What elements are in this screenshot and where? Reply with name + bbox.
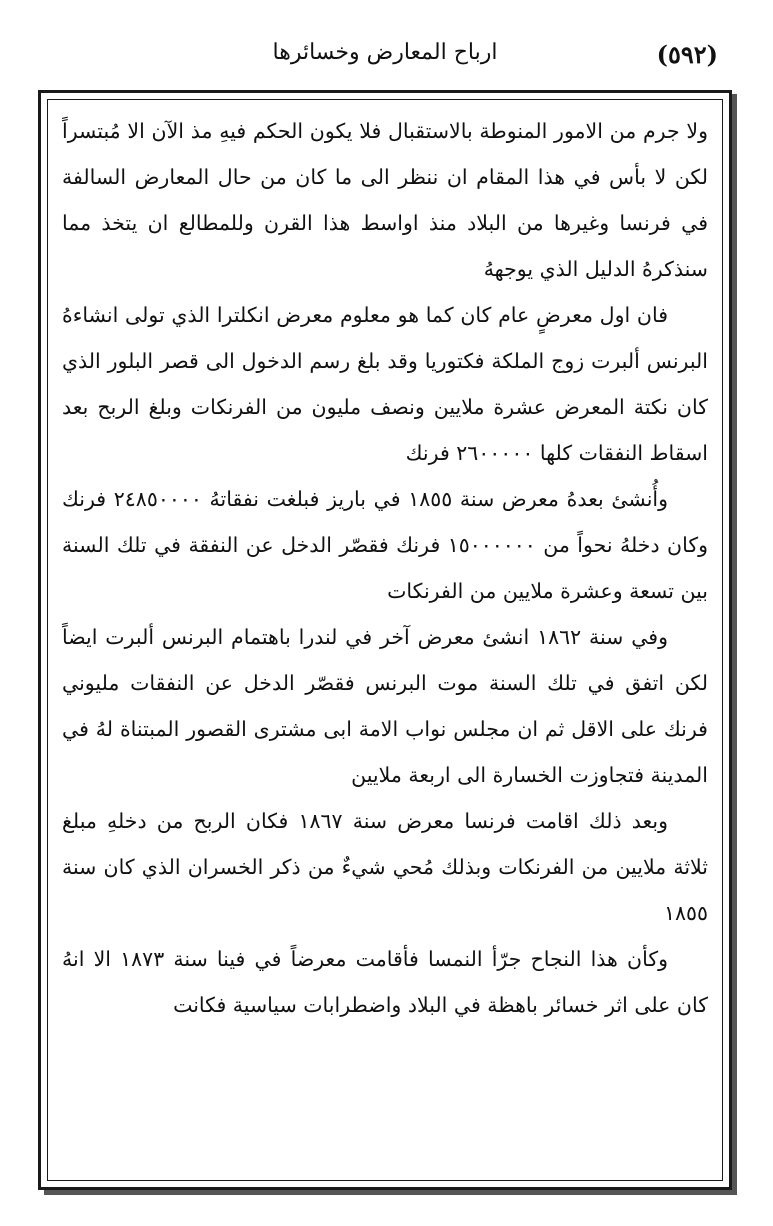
paragraph: ولا جرم من الامور المنوطة بالاستقبال فلا يكون الحكم فيهِ مذ الآن الا مُبتسراً لكن لا بأس في هذا المقام ان ننظر الى ما كان من حال المعارض السالفة في فرنسا وغيرها من البلاد منذ اواسط هذا القرن وللمطالع ان يتخذ مما سنذكرهُ الدليل الذي يوجههُ xyxy=(62,119,708,281)
page-header xyxy=(40,34,730,78)
page-number: (٥٩٢) xyxy=(656,40,718,69)
body-text xyxy=(62,108,708,1028)
paragraph: وبعد ذلك اقامت فرنسا معرض سنة ١٨٦٧ فكان الربح من دخلهِ مبلغ ثلاثة ملايين من الفرنكات وبذلك مُحي شيءٌ من ذكر الخسران الذي كان سنة ١٨٥٥ xyxy=(62,809,708,925)
frame-shadow-right xyxy=(732,94,737,1194)
frame-shadow-bottom xyxy=(44,1190,737,1195)
paragraph: وأُنشئ بعدهُ معرض سنة ١٨٥٥ في باريز فبلغت نفقاتهُ ٢٤٨٥٠٠٠٠ فرنك وكان دخلهُ نحواً من ١٥٠٠٠٠٠٠ فرنك فقصّر الدخل عن النفقة في تلك السنة بين تسعة وعشرة ملايين من الفرنكات xyxy=(62,487,708,603)
paragraph: وفي سنة ١٨٦٢ انشئ معرض آخر في لندرا باهتمام البرنس ألبرت ايضاً لكن اتفق في تلك السنة موت البرنس فقصّر الدخل عن النفقات مليوني فرنك على الاقل ثم ان مجلس نواب الامة ابى مشترى القصور المبتناة لهُ في المدينة فتجاوزت الخسارة الى اربعة ملايين xyxy=(62,625,708,787)
paragraph: وكأن هذا النجاح جرّأ النمسا فأقامت معرضاً في فينا سنة ١٨٧٣ الا انهُ كان على اثر خسائر باهظة في البلاد واضطرابات سياسية فكانت xyxy=(62,947,708,1017)
running-title: ارباح المعارض وخسائرها xyxy=(272,40,498,65)
paragraph: فان اول معرضٍ عام كان كما هو معلوم معرض انكلترا الذي تولى انشاءهُ البرنس ألبرت زوج الملكة فكتوريا وقد بلغ رسم الدخول الى قصر البلور الذي كان نكتة المعرض عشرة ملايين ونصف مليون من الفرنكات وبلغ الربح بعد اسقاط النفقات كلها ٢٦٠٠٠٠٠ فرنك xyxy=(62,303,708,465)
